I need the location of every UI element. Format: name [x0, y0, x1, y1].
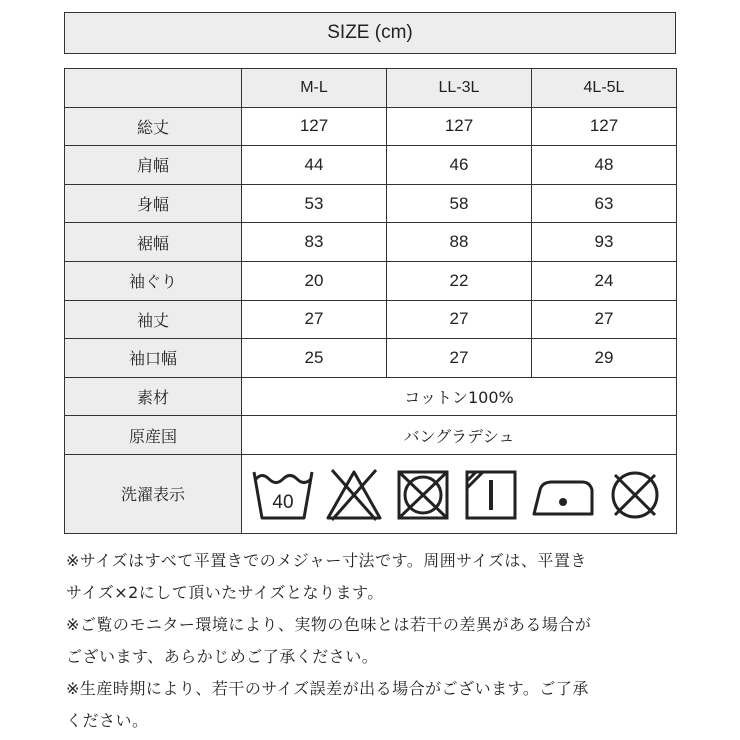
table-cell: 127	[242, 107, 387, 146]
note-line: ※生産時期により、若干のサイズ誤差が出る場合がございます。ご了承	[66, 679, 589, 698]
table-row	[65, 184, 677, 223]
table-row	[65, 107, 677, 146]
table-cell: 27	[242, 300, 387, 339]
table-header-row	[65, 69, 677, 108]
material-value: コットン100%	[242, 377, 677, 416]
table-row	[65, 300, 677, 339]
iron-low-icon	[530, 466, 596, 522]
care-icons	[242, 466, 676, 522]
header-empty-cell	[65, 69, 242, 108]
note-line: ※サイズはすべて平置きでのメジャー寸法です。周囲サイズは、平置き	[66, 551, 587, 570]
no-bleach-icon	[324, 466, 384, 522]
origin-row	[65, 416, 677, 455]
table-cell: 24	[532, 261, 677, 300]
note-line: ございます、あらかじめご了承ください。	[66, 647, 379, 666]
row-label: 袖ぐり	[65, 261, 242, 300]
row-label: 洗濯表示	[65, 454, 242, 533]
no-tumble-dry-icon	[394, 466, 452, 522]
wash-temperature: 40	[272, 491, 294, 513]
table-cell: 88	[387, 223, 532, 262]
row-label: 素材	[65, 377, 242, 416]
wash-40-icon	[252, 466, 314, 522]
table-cell: 27	[387, 300, 532, 339]
origin-value: バングラデシュ	[242, 416, 677, 455]
note-line: ください。	[66, 711, 149, 730]
column-header: M-L	[242, 69, 387, 108]
no-dry-clean-icon	[606, 466, 664, 522]
line-dry-shade-icon	[462, 466, 520, 522]
table-cell: 83	[242, 223, 387, 262]
notes	[66, 545, 676, 737]
table-row	[65, 223, 677, 262]
table-cell: 29	[532, 339, 677, 378]
table-cell: 58	[387, 184, 532, 223]
row-label: 身幅	[65, 184, 242, 223]
table-cell: 53	[242, 184, 387, 223]
table-row	[65, 339, 677, 378]
table-row	[65, 261, 677, 300]
table-cell: 20	[242, 261, 387, 300]
row-label: 裾幅	[65, 223, 242, 262]
column-header: 4L-5L	[532, 69, 677, 108]
table-cell: 48	[532, 146, 677, 185]
table-cell: 46	[387, 146, 532, 185]
note-line: サイズ×2にして頂いたサイズとなります。	[66, 583, 384, 602]
row-label: 肩幅	[65, 146, 242, 185]
table-cell: 27	[387, 339, 532, 378]
material-row	[65, 377, 677, 416]
table-row	[65, 146, 677, 185]
row-label: 原産国	[65, 416, 242, 455]
care-row	[65, 454, 677, 533]
care-icons-cell	[242, 454, 677, 533]
table-cell: 63	[532, 184, 677, 223]
column-header: LL-3L	[387, 69, 532, 108]
row-label: 袖口幅	[65, 339, 242, 378]
table-cell: 93	[532, 223, 677, 262]
row-label: 袖丈	[65, 300, 242, 339]
table-cell: 127	[387, 107, 532, 146]
table-cell: 22	[387, 261, 532, 300]
table-cell: 127	[532, 107, 677, 146]
size-title: SIZE (cm)	[64, 12, 676, 54]
table-cell: 25	[242, 339, 387, 378]
size-table	[64, 68, 677, 534]
note-line: ※ご覧のモニター環境により、実物の色味とは若干の差異がある場合が	[66, 615, 592, 634]
row-label: 総丈	[65, 107, 242, 146]
table-cell: 44	[242, 146, 387, 185]
table-cell: 27	[532, 300, 677, 339]
